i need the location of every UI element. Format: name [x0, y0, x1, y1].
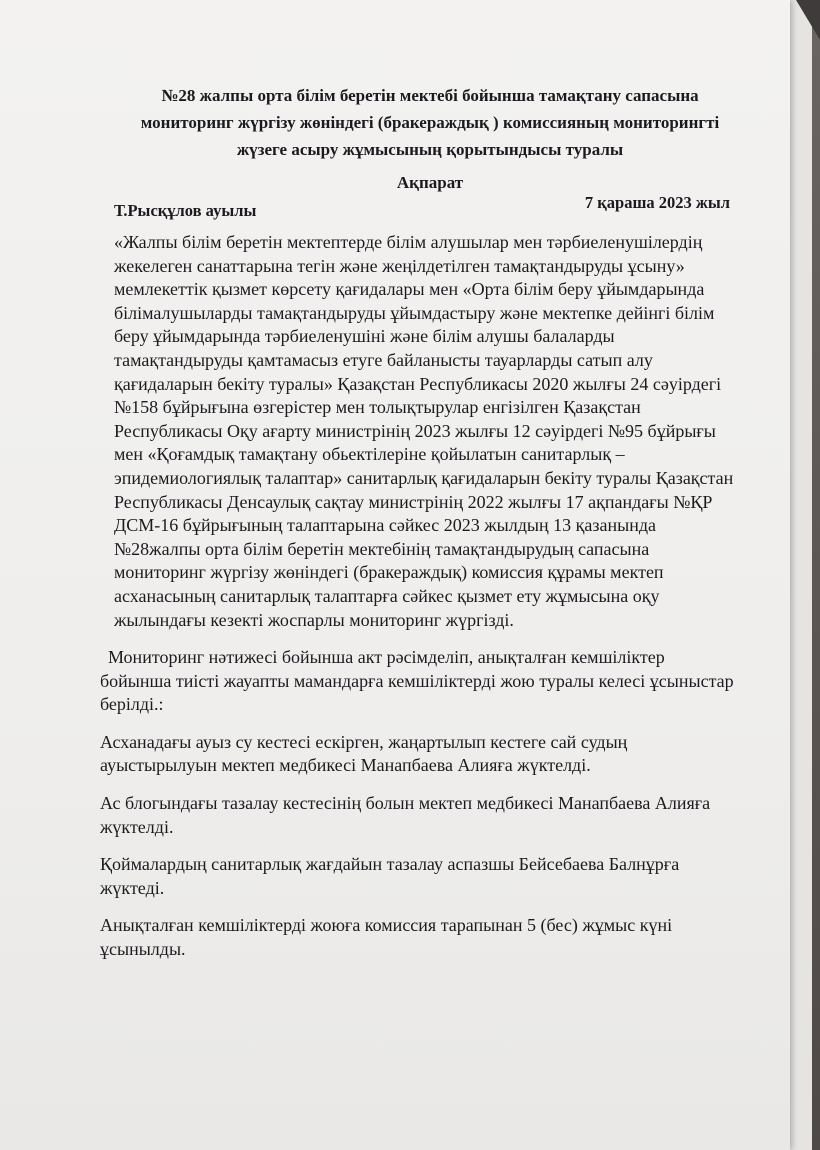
meta-row	[100, 193, 740, 221]
paragraph-deadline: Анықталған кемшіліктерді жоюға комиссия тарапынан 5 (бес) жұмыс күні ұсынылды.	[100, 915, 673, 960]
paragraph-intro: «Жалпы білім беретін мектептерде білім алушылар мен тәрбиеленушілердің жекелеген санаттарына тегін және жеңілдетілген тамақтандыруды ұсыну» мемлекеттік қызмет көрсету қағидалары мен «Орта білім беру ұйымдарында білімалушыларды тамақтандыруды ұйымдастыру және мектепке дейінгі білім беру ұйымдарында тәрбиеленушіні және білім алушы балаларды тамақтандыруды қамтамасыз етуге байланысты тауарларды сатып алу қағидаларын бекіту туралы» Қазақстан Республикасы 2020 жылғы 24 сәуірдегі №158 бұйрығына өзгерістер мен толықтырулар енгізілген Қазақстан Республикасы Оқу ағарту министрінің 2023 жылғы 12 сәуірдегі №95 бұйрығы мен «Қоғамдық тамақтану обьектілеріне қойылатын санитарлық –эпидемиологиялық талаптар» санитарлық қағидаларын бекіту туралы Қазақстан Республикасы Денсаулық сақтау министрінің 2022 жылғы 17 ақпандағы №ҚР ДСМ-16 бұйрығының талаптарына сәйкес 2023 жылдың 13 қазанында №28жалпы орта білім беретін мектебінің тамақтандырудың сапасына мониторинг жүргізу жөніндегі (бракераждық) комиссия құрамы мектеп асханасының санитарлық талаптарға сәйкес қызмет ету жұмысына оқу жылындағы кезекті жоспарлы мониторинг жүргізді.	[114, 232, 734, 630]
document-date: 7 қараша 2023 жыл	[584, 193, 730, 212]
paragraph-recommendation-2: Ас блогындағы тазалау кестесінің болын мектеп медбикесі Манапбаева Алияға жүктелді.	[100, 793, 711, 837]
paragraph-recommendation-1: Асханадағы ауыз су кестесі ескірген, жаңартылып кестеге сай судың ауыстырылуын мектеп медбикесі Манапбаева Алияға жүктелді.	[100, 731, 628, 776]
document-heading: Ақпарат	[396, 173, 464, 192]
paragraph-monitoring: Мониторинг нәтижесі бойынша акт рәсімделіп, анықталған кемшіліктер бойынша тиісті жауапты мамандарға кемшіліктерді жою туралы келесі ұсыныстар берілді.:	[100, 647, 734, 715]
document-title: №28 жалпы орта білім беретін мектебі бойынша тамақтану сапасына мониторинг жүргізу жөніндегі (бракераждық ) комиссияның мониторингті жүзеге асыру жұмысының қорытындысы туралы	[140, 86, 720, 159]
document-location: Т.Рысқұлов ауылы	[114, 201, 257, 220]
paragraph-recommendation-3: Қоймалардың санитарлық жағдайын тазалау аспазшы Бейсебаева Балнұрға жүктеді.	[100, 854, 680, 898]
document-body	[100, 82, 740, 962]
